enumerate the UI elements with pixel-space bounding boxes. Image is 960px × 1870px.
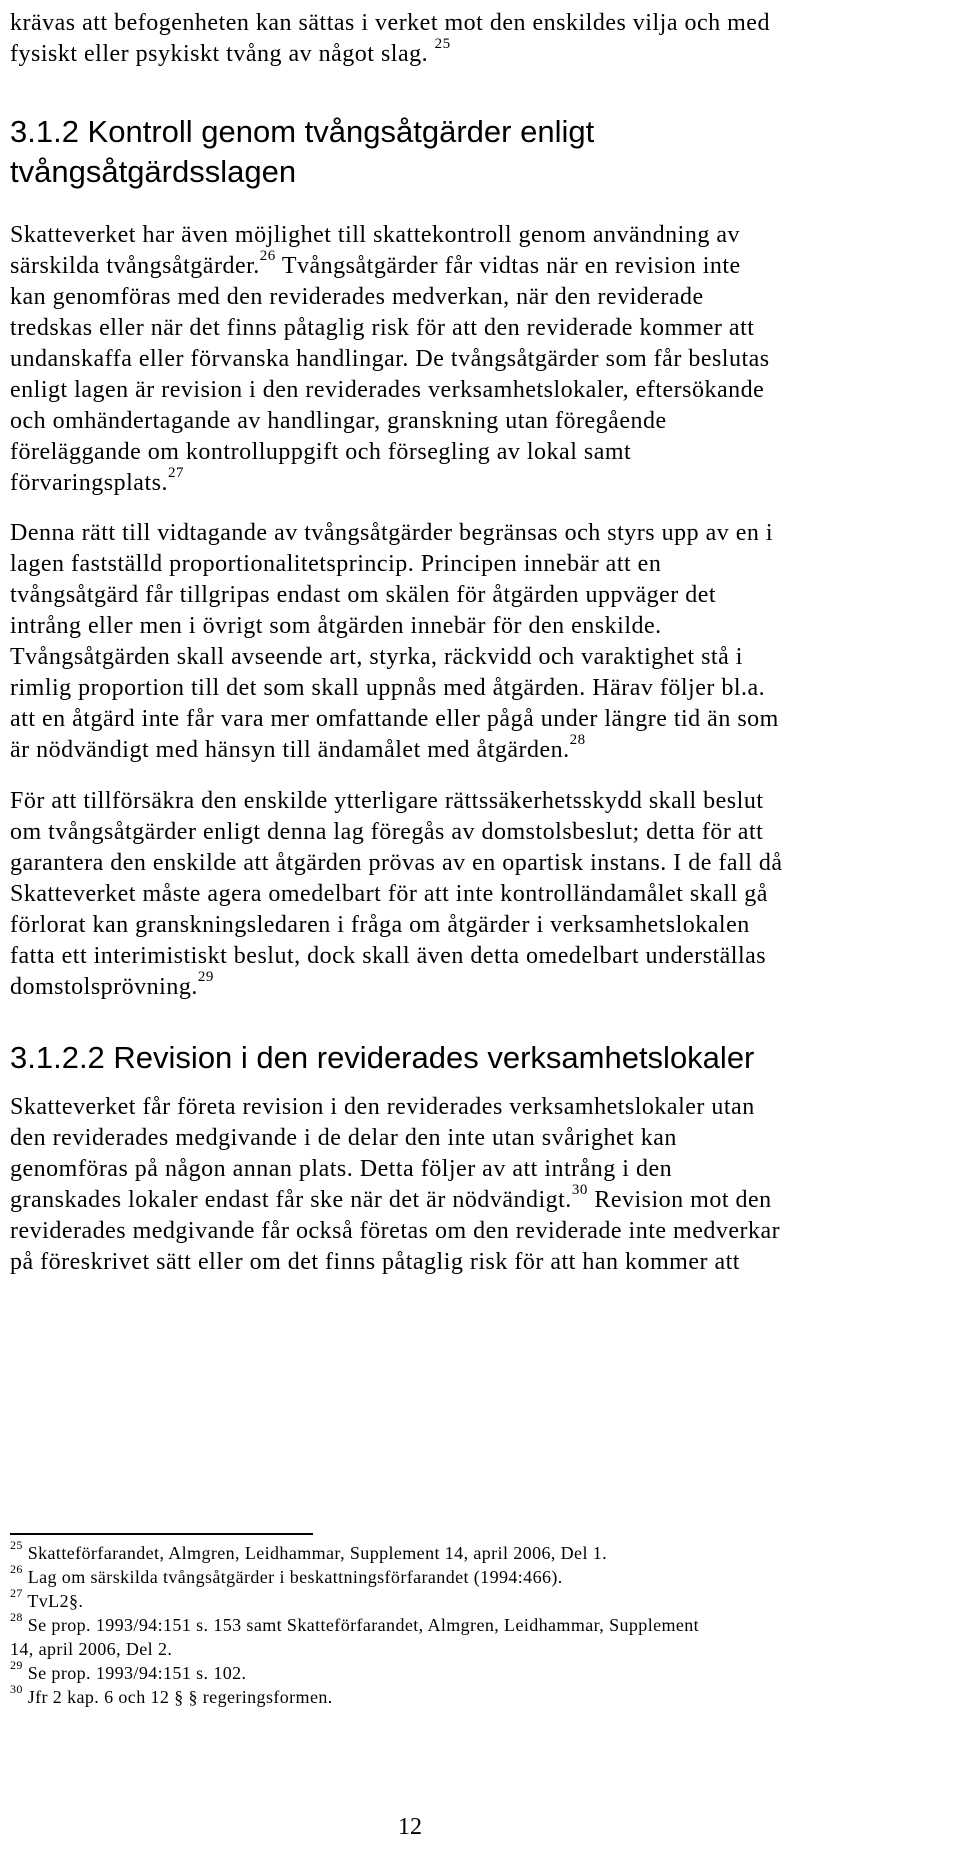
footnote-27 <box>10 1586 960 1613</box>
section-heading-3-1-2 <box>10 112 960 192</box>
text-line: reviderades medgivande får också företas om den reviderade inte medverkar <box>10 1218 781 1244</box>
continuation-paragraph <box>10 8 960 70</box>
text-line: Skatteverket får företa revision i den reviderades verksamhetslokaler utan <box>10 1094 755 1120</box>
paragraph-proportionalitet <box>10 518 960 766</box>
footnote-26 <box>10 1562 960 1589</box>
footnote-number: 29 <box>10 1658 23 1672</box>
footnote-number: 30 <box>10 1682 23 1696</box>
text-segment: domstolsprövning. <box>10 974 198 1000</box>
text-segment: förvaringsplats. <box>10 470 168 496</box>
heading-line: tvångsåtgärdsslagen <box>10 154 297 189</box>
footnote-28 <box>10 1610 960 1637</box>
text-segment: Tvångsåtgärder får vidtas när en revision inte <box>281 253 741 279</box>
text-line: förlorat kan granskningsledaren i fråga om åtgärder i verksamhetslokalen <box>10 912 750 938</box>
text-line: tredskas eller när det finns påtaglig risk för att den reviderade kommer att <box>10 315 755 341</box>
paragraph-tvangsatgarder <box>10 220 960 499</box>
text-line: kan genomföras med den reviderades medverkan, när den reviderade <box>10 284 704 310</box>
text-line: Skatteverket måste agera omedelbart för att inte kontrolländamålet skall gå <box>10 881 768 907</box>
text-line: rimlig proportion till det som skall uppnås med åtgärden. Härav följer bl.a. <box>10 675 766 701</box>
text-line: För att tillförsäkra den enskilde ytterligare rättssäkerhetsskydd skall beslut <box>10 788 764 814</box>
section-heading-3-1-2-2 <box>10 1038 960 1078</box>
footnote-ref[interactable]: 30 <box>571 1182 588 1198</box>
text-line: Denna rätt till vidtagande av tvångsåtgärder begränsas och styrs upp av en i <box>10 520 774 546</box>
text-line: den reviderades medgivande i de delar den inte utan svårighet kan <box>10 1125 677 1151</box>
heading-line: 3.1.2 Kontroll genom tvångsåtgärder enligt <box>10 114 595 149</box>
text-line: om tvångsåtgärder enligt denna lag föregås av domstolsbeslut; detta för att <box>10 819 764 845</box>
text-line: lagen fastställd proportionalitetsprincip. Principen innebär att en <box>10 551 662 577</box>
footnote-text: Jfr 2 kap. 6 och 12 § § regeringsformen. <box>27 1687 333 1707</box>
footnotes <box>10 1538 960 1709</box>
footnote-ref[interactable]: 29 <box>197 969 214 985</box>
footnote-text: Skatteförfarandet, Almgren, Leidhammar, Supplement 14, april 2006, Del 1. <box>27 1543 608 1563</box>
footnote-text: Lag om särskilda tvångsåtgärder i beskattningsförfarandet (1994:466). <box>27 1567 563 1587</box>
text-line: och omhändertagande av handlingar, granskning utan föregående <box>10 408 667 434</box>
text-line: att en åtgärd inte får vara mer omfattande eller pågå under längre tid än som <box>10 706 779 732</box>
footnote-text: Se prop. 1993/94:151 s. 102. <box>27 1663 247 1683</box>
text-line: föreläggande om kontrolluppgift och försegling av lokal samt <box>10 439 632 465</box>
text-line: genomföras på någon annan plats. Detta följer av att intrång i den <box>10 1156 673 1182</box>
text-line: undanskaffa eller förvanska handlingar. De tvångsåtgärder som får beslutas <box>10 346 770 372</box>
footnote-ref[interactable]: 25 <box>434 36 451 52</box>
text-line: tvångsåtgärd får tillgripas endast om skälen för åtgärden uppväger det <box>10 582 717 608</box>
footnote-ref[interactable]: 26 <box>259 248 276 264</box>
text-segment: är nödvändigt med hänsyn till ändamålet med åtgärden. <box>10 737 570 763</box>
text-line: krävas att befogenheten kan sättas i verket mot den enskildes vilja och med <box>10 10 770 36</box>
footnote-number: 25 <box>10 1538 23 1552</box>
footnote-28-continuation: 14, april 2006, Del 2. <box>10 1639 173 1659</box>
text-line: på föreskrivet sätt eller om det finns påtaglig risk för att han kommer att <box>10 1249 740 1275</box>
footnote-number: 27 <box>10 1586 23 1600</box>
page-number: 12 <box>398 1814 422 1840</box>
footnote-25 <box>10 1538 960 1565</box>
text-line: garantera den enskilde att åtgärden prövas av en opartisk instans. I de fall då <box>10 850 783 876</box>
text-segment: Revision mot den <box>594 1187 772 1213</box>
footnote-separator <box>10 1533 313 1535</box>
footnote-30 <box>10 1682 960 1709</box>
heading-line: 3.1.2.2 Revision i den reviderades verksamhetslokaler <box>10 1040 755 1075</box>
footnote-ref[interactable]: 28 <box>569 732 586 748</box>
text-line: fatta ett interimistiskt beslut, dock skall även detta omedelbart underställas <box>10 943 767 969</box>
footnote-number: 26 <box>10 1562 23 1576</box>
text-segment: granskades lokaler endast får ske när det är nödvändigt. <box>10 1187 572 1213</box>
footnote-number: 28 <box>10 1610 23 1624</box>
text-segment: särskilda tvångsåtgärder. <box>10 253 260 279</box>
footnote-text: TvL2§. <box>27 1591 84 1611</box>
footnote-text: Se prop. 1993/94:151 s. 153 samt Skatteförfarandet, Almgren, Leidhammar, Supplement <box>27 1615 700 1635</box>
text-line: enligt lagen är revision i den reviderades verksamhetslokaler, eftersökande <box>10 377 765 403</box>
text-line: Skatteverket har även möjlighet till skattekontroll genom användning av <box>10 222 740 248</box>
text-line: intrång eller men i övrigt som åtgärden innebär för den enskilde. <box>10 613 662 639</box>
text-line: Tvångsåtgärden skall avseende art, styrka, räckvidd och varaktighet stå i <box>10 644 743 670</box>
paragraph-revision <box>10 1092 960 1278</box>
footnote-ref[interactable]: 27 <box>167 465 184 481</box>
text-line: fysiskt eller psykiskt tvång av något slag. <box>10 41 429 67</box>
paragraph-domstolsbeslut <box>10 786 960 1003</box>
footnote-29 <box>10 1658 960 1685</box>
